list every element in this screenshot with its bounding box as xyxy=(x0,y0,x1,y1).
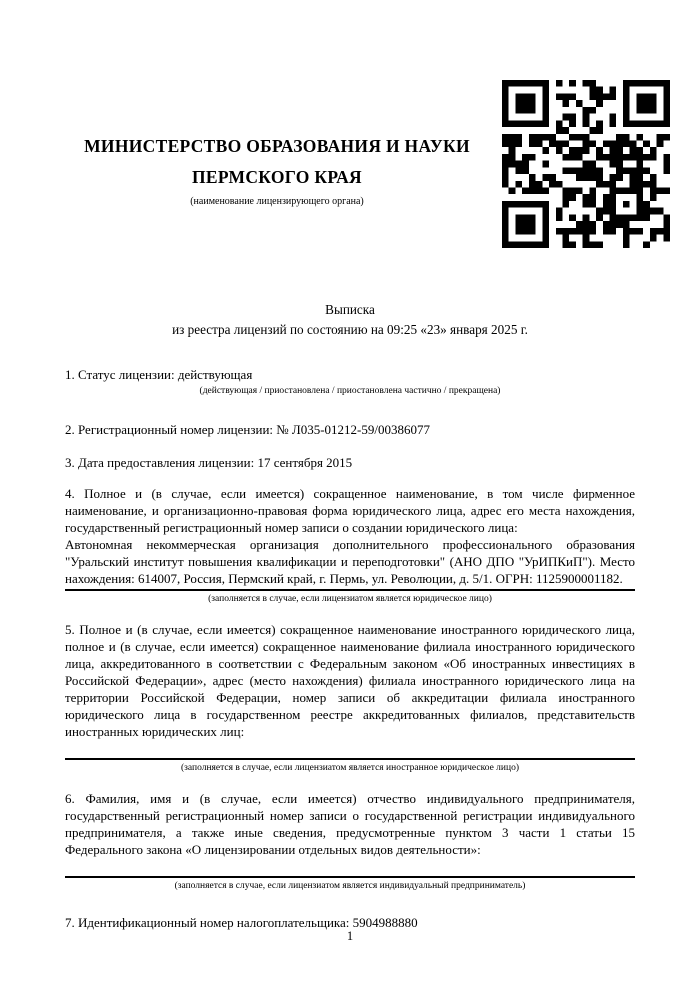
field-foreign-entity-label: 5. Полное и (в случае, если имеется) сокращенное наименование иностранного юридического лица, полное и (в случае, если имеется) сокращенное наименование филиала иностранного юридического лица, аккредитованного в соответствии с Федеральным законом «Об иностранных инвестициях в Российской Федерации», адрес (место нахождения) филиала иностранного юридического лица на территории Российской Федерации, номер записи об аккредитации филиала иностранного юридического лица в государственном реестре аккредитованных филиалов, представительств иностранных юридических лиц: xyxy=(65,622,635,739)
field-legal-entity-note: (заполняется в случае, если лицензиатом является юридическое лицо) xyxy=(208,594,492,604)
field-registration-number: 2. Регистрационный номер лицензии: № Л035-01212-59/00386077 xyxy=(65,422,431,437)
field-license-status: 1. Статус лицензии: действующая xyxy=(65,367,253,382)
field-individual-entrepreneur-label: 6. Фамилия, имя и (в случае, если имеется) отчество индивидуального предпринимателя, государственный регистрационный номер записи о государственной регистрации индивидуального предпринимателя, а также иные сведения, предусмотренные пунктом 3 части 1 статьи 15 Федерального закона «О лицензировании отдельных видов деятельности»: xyxy=(65,791,635,857)
field-foreign-entity-rule xyxy=(65,758,635,760)
document-body xyxy=(65,366,635,931)
field-legal-entity-rule xyxy=(65,589,635,591)
document-title xyxy=(65,300,635,340)
licensing-authority-header xyxy=(63,131,491,207)
document-title-line1: Выписка xyxy=(325,302,375,317)
field-legal-entity-value: Автономная некоммерческая организация дополнительного профессионального образования "Уральский институт повышения квалификации и переподготовки" (АНО ДПО "УрИПКиП"). Место нахождения: 614007, Россия, Пермский край, г. Пермь, ул. Революции, д. 5/1. ОГРН: 1125900001182. xyxy=(65,537,635,586)
licensing-authority-name: МИНИСТЕРСТВО ОБРАЗОВАНИЯ И НАУКИ ПЕРМСКОГО КРАЯ xyxy=(84,136,470,187)
field-legal-entity-label: 4. Полное и (в случае, если имеется) сокращенное наименование, в том числе фирменное наименование, и организационно-правовая форма юридического лица, адрес его места нахождения, государственный регистрационный номер записи о создании юридического лица: xyxy=(65,486,635,535)
page-number: 1 xyxy=(346,929,354,943)
document-title-line2: из реестра лицензий по состоянию на 09:25 «23» января 2025 г. xyxy=(172,322,528,337)
licensing-authority-caption: (наименование лицензирующего органа) xyxy=(190,196,364,207)
qr-code-icon xyxy=(502,80,670,248)
field-foreign-entity-note: (заполняется в случае, если лицензиатом является иностранное юридическое лицо) xyxy=(181,763,519,773)
field-individual-entrepreneur-rule xyxy=(65,876,635,878)
field-taxpayer-id: 7. Идентификационный номер налогоплательщика: 5904988880 xyxy=(65,915,418,930)
field-license-grant-date: 3. Дата предоставления лицензии: 17 сентября 2015 xyxy=(65,455,353,470)
field-license-status-note: (действующая / приостановлена / приостановлена частично / прекращена) xyxy=(199,386,501,396)
field-individual-entrepreneur-note: (заполняется в случае, если лицензиатом является индивидуальный предприниматель) xyxy=(174,881,526,891)
